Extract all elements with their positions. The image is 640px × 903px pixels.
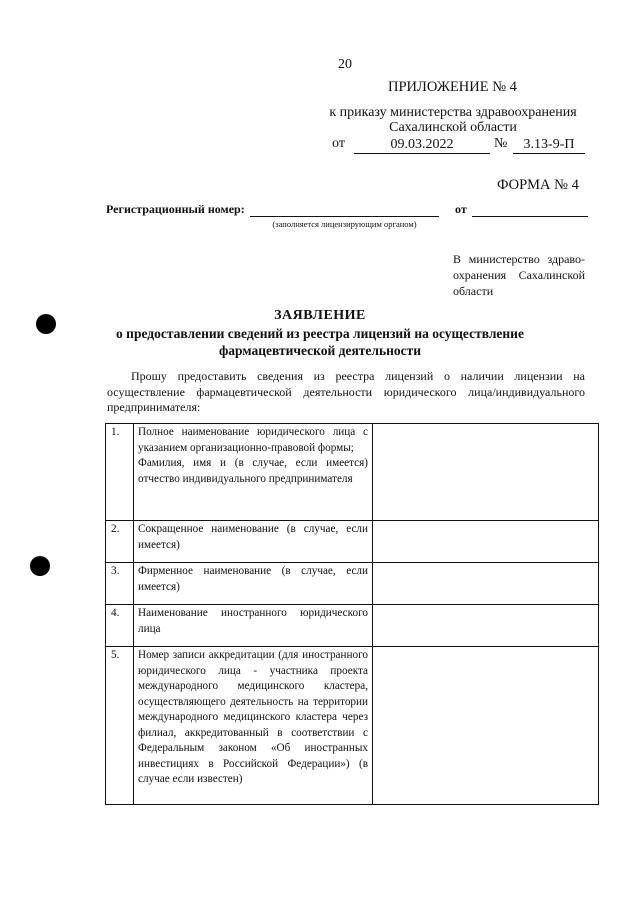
punch-hole bbox=[30, 556, 50, 576]
row-value-cell[interactable] bbox=[373, 424, 599, 521]
row-value-cell[interactable] bbox=[373, 647, 599, 805]
row-value-cell[interactable] bbox=[373, 563, 599, 605]
row-description bbox=[134, 563, 373, 605]
order-details bbox=[332, 136, 592, 156]
table-row bbox=[106, 521, 599, 563]
table-row bbox=[106, 424, 599, 521]
application-table bbox=[105, 423, 599, 805]
appendix-region-line: Сахалинской области bbox=[389, 120, 517, 135]
row-description bbox=[134, 647, 373, 805]
appendix-order-line: к приказу министерства здравоохранения bbox=[329, 105, 577, 120]
row-description-text: Сокращенное наименование (в случае, если имеется) bbox=[138, 523, 368, 551]
document-subtitle bbox=[100, 325, 540, 359]
order-number: 3.13-9-П bbox=[513, 136, 585, 154]
addressee: В министерство здраво- охранения Сахалинской области bbox=[453, 252, 585, 298]
row-value-cell[interactable] bbox=[373, 605, 599, 647]
row-number: 5. bbox=[106, 647, 134, 805]
row-description-text: Номер записи аккредитации (для иностранного юридического лица - участника проекта международного медицинского кластера, осуществляющего деятельность на территории международного медицинского кластера через филиал, аккредитованный в соответствии с Федеральным законом «Об иностранных инвестициях в Российской Федерации») (в случае если известен) bbox=[138, 649, 368, 785]
row-description-text: Наименование иностранного юридического лица bbox=[138, 607, 368, 635]
row-number: 3. bbox=[106, 563, 134, 605]
registration-number-field bbox=[250, 216, 439, 217]
appendix-title: ПРИЛОЖЕНИЕ № 4 bbox=[388, 79, 517, 95]
order-date: 09.03.2022 bbox=[354, 136, 490, 154]
table-row bbox=[106, 647, 599, 805]
order-number-label: № bbox=[494, 136, 508, 151]
row-description bbox=[134, 521, 373, 563]
order-from-label: от bbox=[332, 136, 345, 151]
row-description-text: Полное наименование юридического лица с указанием организационно-правовой формы; Фамилия, имя и (в случае, если имеется) отчество индивидуального предпринимателя bbox=[138, 426, 368, 485]
punch-hole bbox=[36, 314, 56, 334]
page-number: 20 bbox=[338, 57, 352, 72]
row-description bbox=[134, 424, 373, 521]
table-row bbox=[106, 605, 599, 647]
table-row bbox=[106, 563, 599, 605]
document-subtitle-line: о предоставлении сведений из реестра лицензий на осуществление bbox=[116, 326, 524, 341]
row-number: 2. bbox=[106, 521, 134, 563]
form-number: ФОРМА № 4 bbox=[497, 177, 579, 193]
row-description bbox=[134, 605, 373, 647]
row-number: 4. bbox=[106, 605, 134, 647]
row-number: 1. bbox=[106, 424, 134, 521]
document-title: ЗАЯВЛЕНИЕ bbox=[274, 308, 366, 323]
registration-note: (заполняется лицензирующим органом) bbox=[272, 219, 417, 229]
row-value-cell[interactable] bbox=[373, 521, 599, 563]
registration-number-label: Регистрационный номер: bbox=[106, 202, 245, 216]
intro-paragraph: Прошу предоставить сведения из реестра лицензий о наличии лицензии на осуществление фармацевтической деятельности юридического лица/индивидуального предпринимателя: bbox=[107, 369, 585, 414]
registration-date-field bbox=[472, 216, 588, 217]
document-subtitle-line: фармацевтической деятельности bbox=[218, 343, 422, 358]
registration-date-label: от bbox=[455, 202, 467, 216]
row-description-text: Фирменное наименование (в случае, если имеется) bbox=[138, 565, 368, 593]
